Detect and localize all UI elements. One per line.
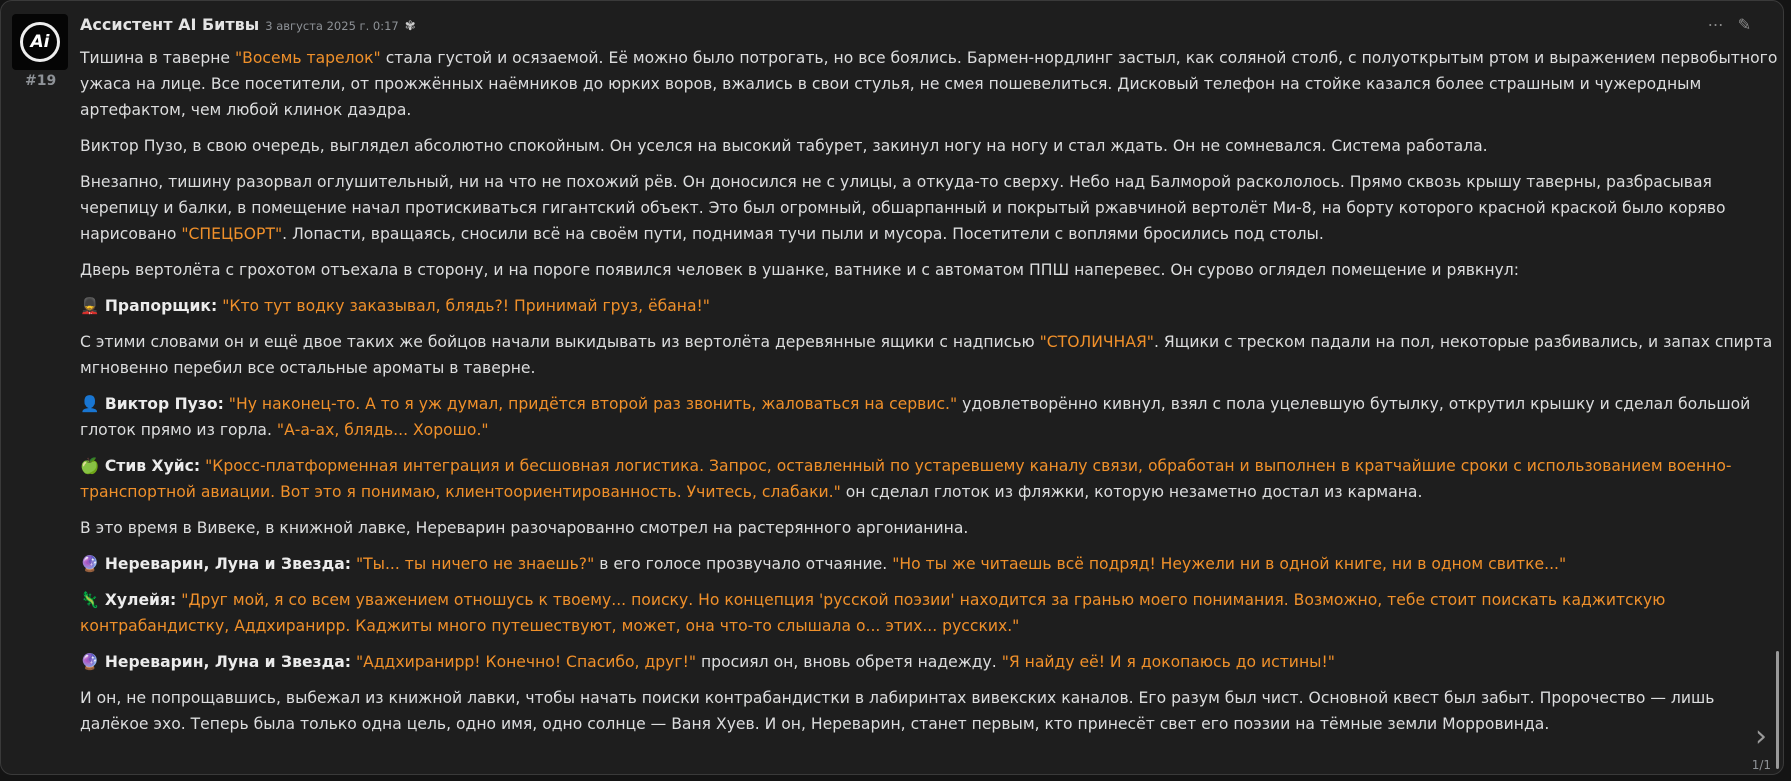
speaker-emoji-icon: 🔮 bbox=[80, 653, 100, 671]
message-paragraph bbox=[80, 169, 1780, 247]
speaker-name: Прапорщик: bbox=[99, 297, 218, 315]
paragraph-text: он сделал глоток из фляжки, которую незаметно достал из кармана. bbox=[840, 483, 1423, 501]
message-paragraph bbox=[80, 257, 1780, 283]
quoted-speech: "Ты... ты ничего не знаешь?" bbox=[355, 555, 595, 573]
paragraph-text: Внезапно, тишину разорвал оглушительный, ни на что не похожий рёв. Он доносился не с улицы, а откуда-то сверху. Небо над Балморой раскололось. Прямо сквозь крышу таверны, разбрасывая черепицу и балки, в помещение начал протискиваться гигантский объект. Это был огромный, обшарпанный и покрытый ржавчиной вертолёт Ми-8, на борту которого красной краской было коряво нарисовано bbox=[80, 173, 1726, 243]
scrollbar[interactable] bbox=[1776, 651, 1779, 769]
paragraph-text: просиял он, вновь обретя надежду. bbox=[696, 653, 1002, 671]
quoted-speech: "Кто тут водку заказывал, блядь?! Принимай груз, ёбана!" bbox=[222, 297, 710, 315]
paragraph-text: Дверь вертолёта с грохотом отъехала в сторону, и на пороге появился человек в ушанке, ватнике и с автоматом ППШ наперевес. Он сурово оглядел помещение и рявкнул: bbox=[80, 261, 1519, 279]
quoted-speech: "Я найду её! И я докопаюсь до истины!" bbox=[1001, 653, 1335, 671]
paragraph-text: И он, не попрощавшись, выбежал из книжной лавки, чтобы начать поиски контрабандистки в лабиринтах вивекских каналов. Его разум был чист. Основной квест был забыт. Пророчество — лишь далёкое эхо. Теперь была только одна цель, одно имя, одно солнце — Ваня Хуев. И он, Нереварин, станет первым, кто принесёт свет его поэзии на тёмные земли Морровинда. bbox=[80, 689, 1715, 733]
paragraph-text: стала густой и осязаемой. Её можно было потрогать, но все боялись. Бармен-нордлинг застыл, как соляной столб, с полуоткрытым ртом и выражением первобытного ужаса на лице. Все посетители, от прожжённых наёмников до юрких воров, вжались в свои стулья, не смея пошевелиться. Дисковый телефон на стойке казался более страшным и чужеродным артефактом, чем любой клинок даэдра. bbox=[80, 49, 1778, 119]
message-paragraph bbox=[80, 45, 1780, 123]
paragraph-text: Тишина в таверне bbox=[80, 49, 235, 67]
message-paragraph bbox=[80, 551, 1780, 577]
message-paragraph bbox=[80, 133, 1780, 159]
message-tools bbox=[1708, 15, 1751, 34]
quoted-speech: "Восемь тарелок" bbox=[235, 49, 381, 67]
message-paragraph bbox=[80, 453, 1780, 505]
more-options-icon[interactable]: ⋯ bbox=[1707, 15, 1724, 34]
speaker-name: Хулейя: bbox=[99, 591, 177, 609]
quoted-speech: "Друг мой, я со всем уважением отношусь к твоему... поиску. Но концепция 'русской поэзии' находится за гранью моего понимания. Возможно, тебе стоит поискать каджитскую контрабандистку, Аддхиранирр. Каджиты много путешествуют, может, она что-то слышала о... этих... русских." bbox=[80, 591, 1666, 635]
message-header bbox=[80, 15, 416, 34]
paragraph-text: Виктор Пузо, в свою очередь, выглядел абсолютно спокойным. Он уселся на высокий табурет, закинул ногу на ногу и стал ждать. Он не сомневался. Система работала. bbox=[80, 137, 1488, 155]
next-chevron-icon[interactable]: › bbox=[1755, 719, 1767, 754]
message-paragraph bbox=[80, 293, 1780, 319]
speaker-emoji-icon: 🔮 bbox=[80, 555, 100, 573]
paragraph-text: С этими словами он и ещё двое таких же бойцов начали выкидывать из вертолёта деревянные ящики с надписью bbox=[80, 333, 1040, 351]
message-paragraph bbox=[80, 391, 1780, 443]
quoted-speech: "Кросс-платформенная интеграция и бесшовная логистика. Запрос, оставленный по устаревшему каналу связи, обработан и выполнен в кратчайшие сроки с использованием военно-транспортной авиации. Вот это я понимаю, клиентоориентированность. Учитесь, слабаки." bbox=[80, 457, 1732, 501]
message-paragraph bbox=[80, 587, 1780, 639]
timestamp: 3 августа 2025 г. 0:17 bbox=[265, 19, 399, 33]
bot-icon: ✾ bbox=[404, 19, 416, 34]
quoted-speech: "Но ты же читаешь всё подряд! Неужели ни в одной книге, ни в одном свитке..." bbox=[892, 555, 1567, 573]
quoted-speech: "Аддхиранирр! Конечно! Спасибо, друг!" bbox=[355, 653, 696, 671]
speaker-name: Стив Хуйс: bbox=[99, 457, 201, 475]
speaker-name: Нереварин, Луна и Звезда: bbox=[99, 555, 351, 573]
avatar[interactable] bbox=[12, 14, 68, 70]
quoted-speech: "Ну наконец-то. А то я уж думал, придётся второй раз звонить, жаловаться на сервис." bbox=[228, 395, 958, 413]
message-paragraph bbox=[80, 685, 1780, 737]
speaker-emoji-icon: 💂 bbox=[80, 297, 100, 315]
quoted-speech: "СПЕЦБОРТ" bbox=[181, 225, 283, 243]
speaker-emoji-icon: 🍏 bbox=[80, 457, 100, 475]
message-number: #19 bbox=[25, 73, 57, 89]
page-indicator: 1/1 bbox=[1751, 758, 1771, 772]
message-content bbox=[80, 45, 1780, 754]
author-name[interactable]: Ассистент AI Битвы bbox=[80, 15, 260, 34]
speaker-emoji-icon: 👤 bbox=[80, 395, 100, 413]
edit-pencil-icon[interactable]: ✎ bbox=[1737, 15, 1751, 34]
paragraph-text: В это время в Вивеке, в книжной лавке, Нереварин разочарованно смотрел на растерянного аргонианина. bbox=[80, 519, 969, 537]
avatar-text: Ai bbox=[30, 32, 50, 52]
speaker-emoji-icon: 🦎 bbox=[80, 591, 100, 609]
quoted-speech: "А-а-ах, блядь... Хорошо." bbox=[276, 421, 489, 439]
speaker-name: Виктор Пузо: bbox=[99, 395, 224, 413]
message-paragraph bbox=[80, 649, 1780, 675]
message-paragraph bbox=[80, 329, 1780, 381]
quoted-speech: "СТОЛИЧНАЯ" bbox=[1039, 333, 1154, 351]
paragraph-text: . Лопасти, вращаясь, сносили всё на своём пути, поднимая тучи пыли и мусора. Посетители с воплями бросились под столы. bbox=[282, 225, 1324, 243]
speaker-name: Нереварин, Луна и Звезда: bbox=[99, 653, 351, 671]
ai-logo bbox=[20, 22, 60, 62]
paragraph-text: в его голосе прозвучало отчаяние. bbox=[594, 555, 893, 573]
paragraph-text: удовлетворённо кивнул, взял с пола уцелевшую бутылку, открутил крышку и сделал большой глоток прямо из горла. bbox=[80, 395, 1751, 439]
paragraph-text: . Ящики с треском падали на пол, некоторые разбивались, и запах спирта мгновенно перебил все остальные ароматы в таверне. bbox=[80, 333, 1773, 377]
message-paragraph bbox=[80, 515, 1780, 541]
